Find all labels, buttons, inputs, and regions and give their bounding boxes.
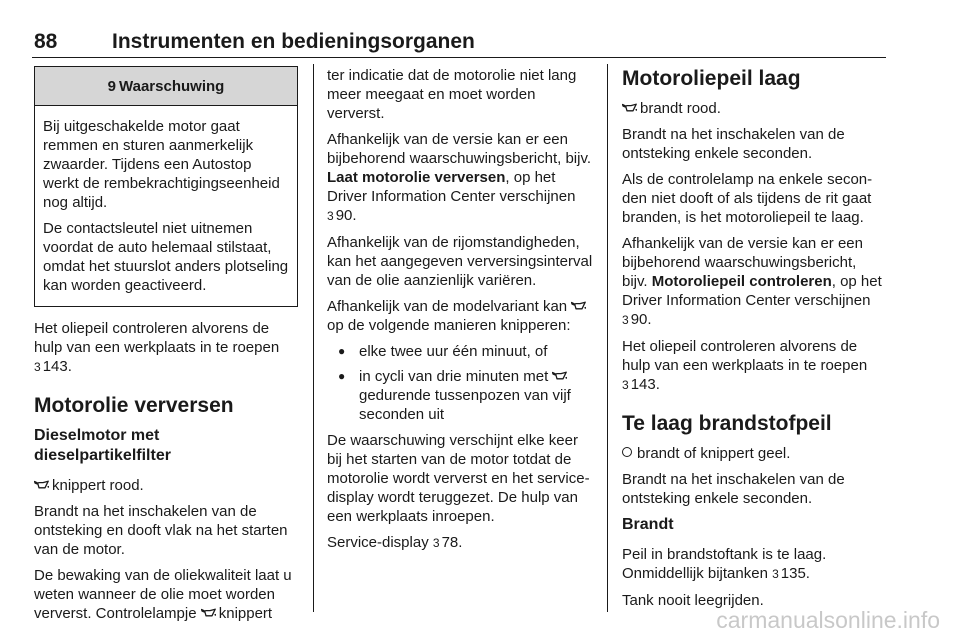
column-divider-2: [607, 64, 608, 612]
warning-repeat-text: De waarschuwing verschijnt elke keer bij het starten van de motor totdat de motorolie wordt ververst en het service-display wordt teruggezet. De hulp van een werkplaats inroepen.: [327, 432, 590, 525]
page-ref-arrow-icon: 3: [34, 360, 41, 374]
warning-box: [34, 66, 298, 307]
fuel-low-text: Peil in brandstoftank is te laag. Onmiddellijk bijtanken 3 135.: [622, 546, 827, 582]
warning-header: [35, 67, 297, 106]
oil-can-icon: [201, 608, 216, 617]
version-text: Afhankelijk van de versie kan er een bijbehorend waarschuwingsbericht, bijv. Laat motorolie verversen, op het Driver Information Center verschijnen 3 90.: [327, 131, 592, 224]
page-title: Instrumenten en bedieningsorganen: [112, 30, 475, 53]
version-text: Afhankelijk van de versie kan er een bijbehorend waarschuwingsbericht, bijv. Motoroliepeil controleren, op het Driver Information Center verschijnen 3 90.: [622, 235, 882, 328]
heading-brandt: Brandt: [622, 516, 674, 533]
service-display-text: Service-display 3 78.: [327, 534, 463, 551]
column-divider-1: [313, 64, 314, 612]
driving-conditions-text: Afhankelijk van de rijomstandigheden, kan het aangegeven verversingsinterval van de olie aanzienlijk variëren.: [327, 234, 593, 289]
header-rule: [32, 57, 886, 58]
warning-triangle-icon: 9: [107, 77, 117, 95]
oil-check-text: Het oliepeil controleren alvorens de hulp van een werkplaats in te roepen 3 143.: [622, 338, 868, 393]
stays-on-text: Als de controlelamp na enkele seconden niet dooft of als tijdens de rit gaat branden, is het motoroliepeil te laag.: [622, 171, 873, 226]
never-empty-text: Tank nooit leegrijden.: [622, 592, 764, 609]
heading-oil-change: Motorolie verversen: [34, 394, 234, 417]
message-keyword: Motoroliepeil controleren: [651, 273, 832, 290]
fuel-lamp-text: brandt of knippert geel.: [622, 444, 886, 463]
page-number: 88: [34, 30, 58, 53]
warning-text-1: Bij uitgeschakelde motor gaat remmen en sturen aanmerkelijk zwaarder. Tijdens een Autostop werkt de rembekrachtigingseenheid nog altijd.: [43, 118, 280, 211]
lights-text: Brandt na het inschakelen van de ontsteking enkele seconden.: [622, 126, 845, 162]
heading-fuel-low: Te laag brandstofpeil: [622, 412, 832, 435]
page-ref-arrow-icon: 3: [622, 313, 629, 327]
page-ref-arrow-icon: 3: [432, 536, 440, 550]
oil-check-text: Het oliepeil controleren alvorens de hulp van een werkplaats in te roepen 3 143.: [34, 320, 280, 375]
warning-title: Waarschuwing: [119, 77, 225, 95]
list-item: ● elke twee uur één minuut, of: [327, 342, 593, 361]
fuel-ring-icon: [622, 447, 632, 457]
model-variant-text: Afhankelijk van de modelvariant kan op de volgende manieren knipperen:: [327, 297, 593, 335]
oil-can-icon: [571, 301, 586, 310]
column-2: [327, 66, 593, 560]
list-item: ● in cycli van drie minuten met gedurende tussenpozen van vijf seconden uit: [327, 367, 593, 424]
oil-can-icon: [552, 371, 567, 380]
warning-text-2: De contactsleutel niet uitnemen voordat de auto helemaal stilstaat, omdat het stuurslot anders plotseling kan worden geactiveerd.: [43, 220, 289, 294]
column-1: [34, 66, 298, 630]
page-header: [32, 30, 886, 56]
message-keyword: Laat motorolie verversen: [327, 169, 506, 186]
fuel-lights-text: Brandt na het inschakelen van de ontsteking enkele seconden.: [622, 471, 845, 507]
oil-can-icon: [34, 480, 49, 489]
watermark: carmanualsonline.info: [716, 607, 940, 633]
oil-lamp-blink-text: knippert rood.: [34, 476, 298, 495]
page-ref-arrow-icon: 3: [622, 378, 629, 392]
oil-can-icon: [622, 103, 637, 112]
blink-pattern-list: [327, 342, 593, 424]
page-ref-arrow-icon: 3: [772, 567, 779, 581]
oil-lamp-red-text: brandt rood.: [622, 99, 886, 118]
lights-text: Brandt na het inschakelen van de ontsteking en dooft vlak na het starten van de motor.: [34, 503, 288, 558]
page-ref-arrow-icon: 3: [327, 209, 334, 223]
column-3: [622, 66, 886, 617]
heading-diesel: Dieselmotor met dieselpartikelfilter: [34, 427, 171, 464]
continued-text: ter indicatie dat de motorolie niet lang meer meegaat en moet worden ververst.: [327, 67, 577, 122]
monitor-text: De bewaking van de oliekwaliteit laat u weten wanneer de olie moet worden ververst. Controlelampje knippert: [34, 567, 292, 622]
heading-low-oil: Motoroliepeil laag: [622, 67, 801, 90]
